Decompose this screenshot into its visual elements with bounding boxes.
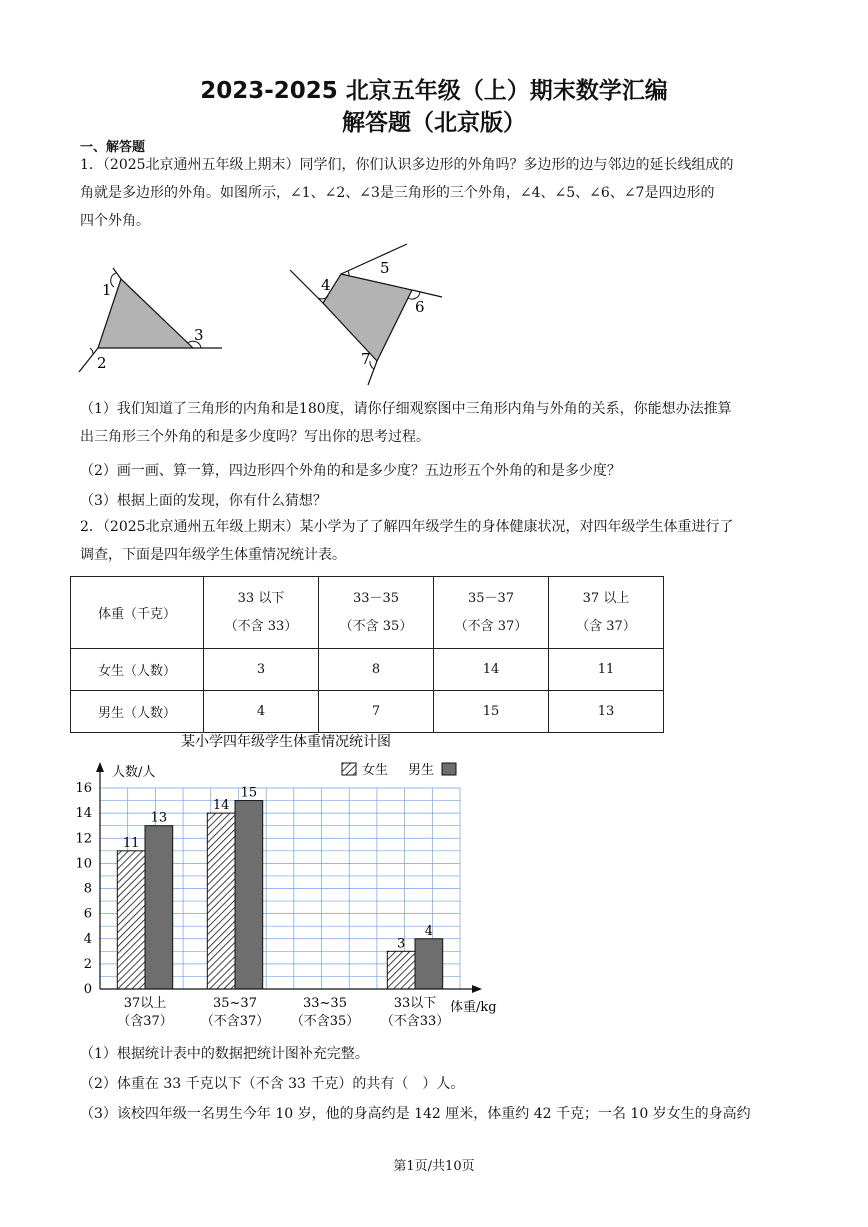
bar-label-female: 3	[397, 936, 406, 952]
table-cell: 14	[434, 649, 549, 691]
y-axis-ticks	[75, 781, 92, 997]
bar-label-male: 13	[150, 810, 168, 826]
quad-extension-5	[341, 244, 407, 274]
x-axis-categories	[117, 996, 449, 1029]
column-header-line2: （不含 37）	[454, 618, 528, 634]
bar-label-female: 14	[212, 798, 230, 814]
question-2-text	[80, 513, 792, 569]
page-title-line1: 2023-2025 北京五年级（上）期末数学汇编	[200, 78, 668, 104]
y-tick-label: 4	[83, 931, 92, 947]
section-heading: 一、解答题	[80, 140, 146, 155]
angle-label-1: 1	[102, 281, 112, 299]
q1-line-3: 四个外角。	[80, 213, 150, 229]
bar-male	[235, 801, 263, 989]
angle-arc-2	[90, 348, 93, 354]
q1-sub1-line-2: 出三角形三个外角的和是多少度吗？写出你的思考过程。	[80, 429, 430, 445]
x-axis-label: 体重/kg	[450, 1000, 497, 1015]
row-label: 男生（人数）	[71, 691, 204, 733]
q1-sub1-line-1: （1）我们知道了三角形的内角和是180度，请你仔细观察图中三角形内角与外角的关系，你能想办法推算	[80, 401, 732, 417]
exterior-angle-figure	[70, 240, 450, 392]
q1-sub3: （3）根据上面的发现，你有什么猜想？	[80, 493, 327, 509]
weight-bar-chart	[70, 732, 520, 1038]
bar-female	[207, 813, 235, 989]
page-footer: 第1页/共10页	[393, 1159, 475, 1174]
x-category-sublabel: （不含35）	[290, 1014, 360, 1029]
y-tick-label: 16	[75, 781, 92, 796]
angle-label-3: 3	[194, 326, 204, 344]
table-row	[71, 649, 664, 691]
column-header-line2: （不含 35）	[339, 618, 413, 634]
y-tick-label: 14	[75, 806, 92, 822]
y-tick-label: 0	[83, 982, 92, 997]
bar-label-male: 15	[240, 785, 258, 801]
angle-label-5: 5	[380, 259, 390, 277]
legend-male-label: 男生	[408, 763, 435, 778]
bar-female	[117, 851, 145, 989]
q1-sub2: （2）画一画、算一算，四边形四个外角的和是多少度？五边形五个外角的和是多少度？	[80, 463, 621, 479]
triangle-figure	[79, 268, 222, 372]
table-column-header	[319, 577, 434, 649]
table-header-label: 体重（千克）	[71, 577, 204, 649]
bar-label-male: 4	[424, 923, 433, 939]
angle-label-6: 6	[415, 298, 425, 316]
chart-bars	[117, 786, 442, 989]
chart-legend	[342, 762, 456, 778]
bar-male	[145, 826, 173, 989]
q2-sub1: （1）根据统计表中的数据把统计图补充完整。	[80, 1046, 369, 1062]
y-tick-label: 2	[83, 956, 92, 972]
page-title-line2: 解答题（北京版）	[342, 110, 526, 136]
legend-male-swatch	[442, 763, 456, 775]
y-tick-label: 10	[75, 856, 92, 872]
column-header-line1: 35－37	[467, 590, 515, 606]
table-cell: 3	[204, 649, 319, 691]
column-header-line1: 33 以下	[237, 590, 285, 606]
table-column-header	[204, 577, 319, 649]
table-cell: 7	[319, 691, 434, 733]
x-category-label: 37以上	[123, 996, 167, 1011]
x-category-sublabel: （含37）	[117, 1014, 173, 1029]
quad-extension-6	[412, 290, 442, 297]
q1-line-1: 1．（2025北京通州五年级上期末）同学们，你们认识多边形的外角吗？多边形的边与邻边的延长线组成的	[80, 157, 734, 173]
table-column-header	[434, 577, 549, 649]
chart-title: 某小学四年级学生体重情况统计图	[181, 734, 391, 750]
legend-female-swatch	[342, 763, 356, 775]
triangle-shape	[98, 279, 193, 348]
y-tick-label: 12	[75, 831, 92, 847]
table-cell: 4	[204, 691, 319, 733]
question-1-text	[80, 151, 792, 235]
table-column-header	[549, 577, 664, 649]
legend-female-label: 女生	[362, 763, 389, 778]
q2-sub2: （2）体重在 33 千克以下（不含 33 千克）的共有（ ）人。	[80, 1076, 465, 1092]
bar-label-female: 11	[122, 835, 140, 851]
y-axis-arrow	[96, 762, 104, 772]
table-cell: 13	[549, 691, 664, 733]
column-header-line2: （含 37）	[576, 618, 636, 634]
quadrilateral-figure	[290, 244, 442, 385]
column-header-line1: 37 以上	[582, 590, 630, 606]
table-cell: 11	[549, 649, 664, 691]
q1-sub1	[80, 395, 792, 451]
angle-label-2: 2	[97, 354, 107, 372]
column-header-line1: 33－35	[352, 590, 400, 606]
x-category-sublabel: （不含37）	[200, 1014, 270, 1029]
table-cell: 8	[319, 649, 434, 691]
q1-line-2: 角就是多边形的外角。如图所示，∠1、∠2、∠3是三角形的三个外角，∠4、∠5、∠6、∠7是四边形的	[80, 185, 715, 201]
q2-line-1: 2．（2025北京通州五年级上期末）某小学为了了解四年级学生的身体健康状况，对四年级学生体重进行了	[80, 519, 734, 535]
table-header-row	[71, 577, 664, 649]
x-category-label: 33~35	[303, 996, 347, 1011]
weight-stats-table	[70, 576, 664, 733]
column-header-line2: （不含 33）	[224, 618, 298, 634]
x-category-label: 35~37	[213, 996, 257, 1011]
x-category-label: 33以下	[393, 996, 437, 1011]
bar-female	[387, 951, 415, 989]
table-cell: 15	[434, 691, 549, 733]
y-tick-label: 8	[83, 881, 92, 897]
bar-male	[415, 939, 443, 989]
row-label: 女生（人数）	[71, 649, 204, 691]
q2-sub3: （3）该校四年级一名男生今年 10 岁，他的身高约是 142 厘米，体重约 42 千克；一名 10 岁女生的身高约	[80, 1106, 751, 1122]
y-axis-label: 人数/人	[112, 765, 156, 780]
table-row	[71, 691, 664, 733]
x-axis-arrow	[472, 985, 482, 993]
q2-line-2: 调查，下面是四年级学生体重情况统计表。	[80, 547, 346, 563]
angle-label-4: 4	[321, 276, 331, 294]
angle-label-7: 7	[361, 350, 371, 368]
triangle-extension-2	[79, 348, 98, 372]
x-category-sublabel: （不含33）	[380, 1014, 450, 1029]
quadrilateral-shape	[323, 274, 412, 361]
y-tick-label: 6	[83, 906, 92, 922]
